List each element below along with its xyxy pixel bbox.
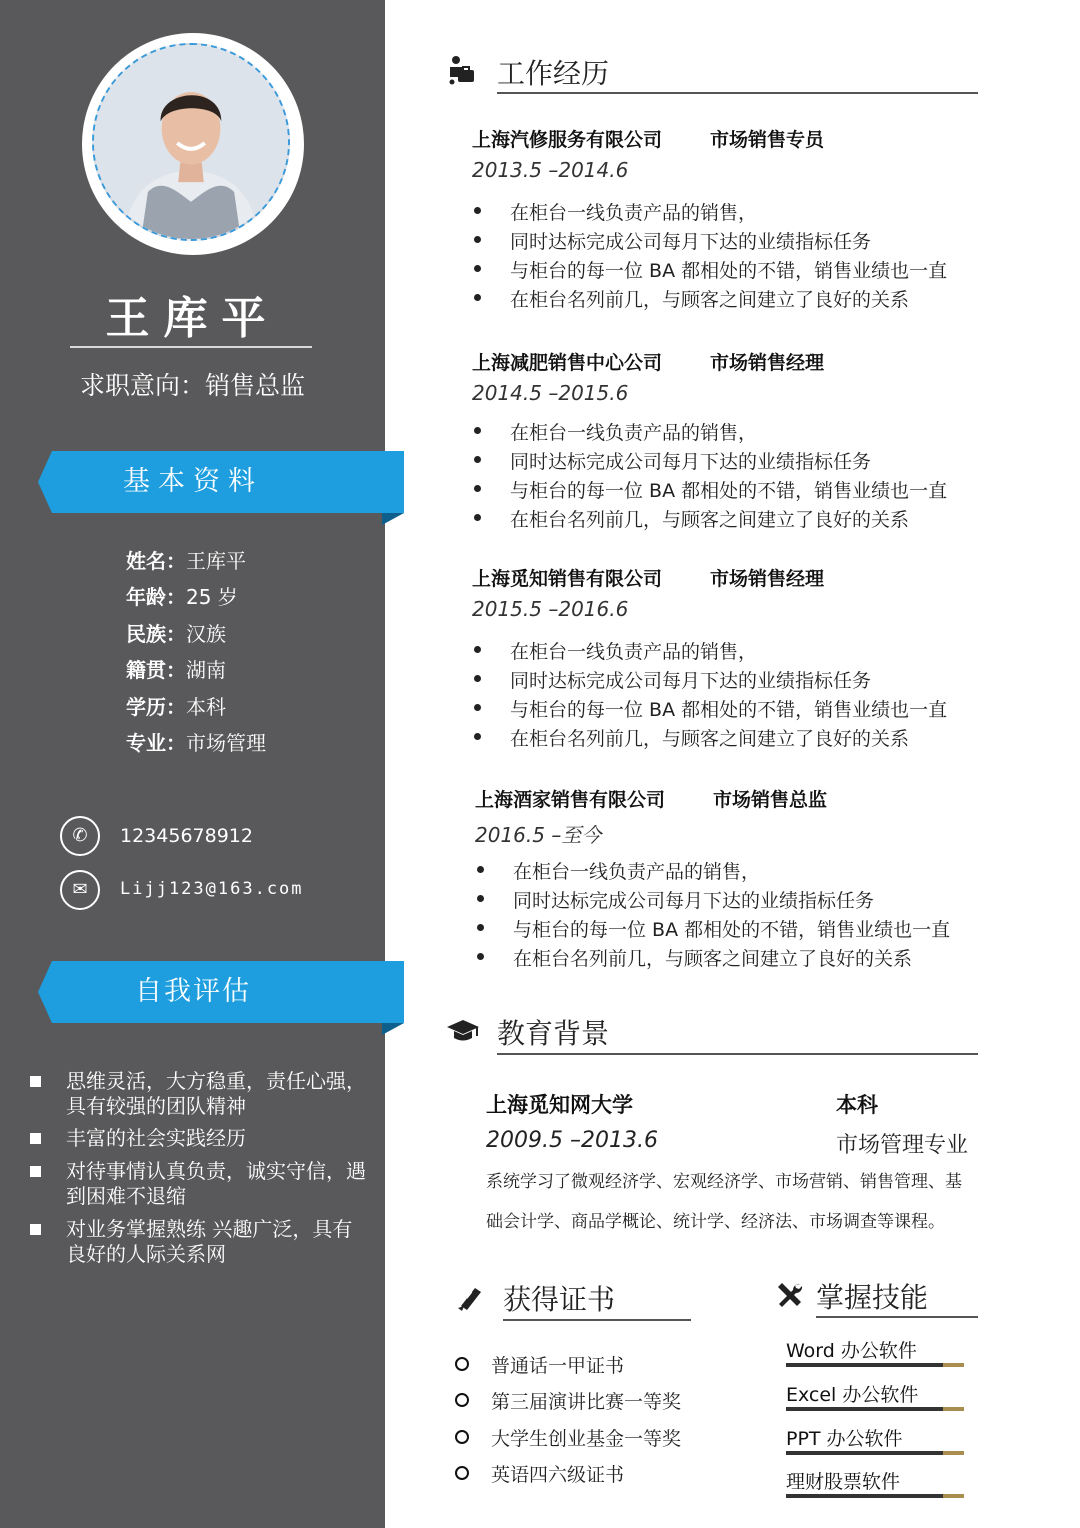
info-label: 学历：	[126, 695, 186, 719]
skill-fill	[786, 1363, 943, 1367]
edu-description: 础会计学、商品学概论、统计学、经济法、市场调查等课程。	[486, 1212, 945, 1232]
skill-fill	[786, 1451, 943, 1455]
divider	[503, 1319, 691, 1321]
email-address[interactable]: Lijj123@163.com	[120, 879, 304, 899]
circle-bullet-icon	[455, 1466, 469, 1480]
job-role: 市场销售专员	[710, 129, 825, 151]
phone-number[interactable]: 12345678912	[120, 825, 253, 847]
info-label: 姓名：	[126, 549, 186, 573]
certificate-text: 英语四六级证书	[491, 1464, 625, 1486]
skill-rest	[943, 1494, 964, 1498]
skill-level-bar	[786, 1451, 964, 1455]
job-date: 2014.5 –2015.6	[472, 381, 629, 405]
self-eval-title: 自我评估	[135, 976, 251, 1007]
skill-level-bar	[786, 1494, 964, 1498]
school-name: 上海觅知网大学	[486, 1093, 633, 1117]
bullet-text: 与柜台的每一位 BA 都相处的不错，销售业绩也一直	[510, 260, 948, 282]
job-company: 上海觅知销售有限公司	[472, 568, 663, 590]
job-company: 上海汽修服务有限公司	[472, 129, 663, 151]
bullet-dot-icon	[474, 485, 481, 492]
bullet-text: 在柜台名列前几，与顾客之间建立了良好的关系	[510, 289, 910, 311]
info-label: 民族：	[126, 622, 186, 646]
divider	[497, 1053, 978, 1055]
info-major	[126, 727, 266, 756]
skill-name: PPT 办公软件	[786, 1428, 903, 1450]
circle-bullet-icon	[455, 1357, 469, 1371]
basic-info-title: 基本资料	[123, 466, 263, 497]
degree: 本科	[836, 1093, 878, 1117]
skill-rest	[943, 1363, 964, 1367]
info-value: 湖南	[186, 658, 226, 682]
skill-fill	[786, 1407, 943, 1411]
skill-level-bar	[786, 1363, 964, 1367]
info-name	[126, 545, 246, 574]
bullet-text: 与柜台的每一位 BA 都相处的不错，销售业绩也一直	[510, 480, 948, 502]
ribbon-fold	[382, 513, 404, 525]
circle-bullet-icon	[455, 1393, 469, 1407]
bullet-dot-icon	[474, 294, 481, 301]
job-date: 2016.5 –至今	[475, 823, 602, 847]
info-age	[126, 581, 238, 610]
divider	[816, 1316, 978, 1318]
graduation-cap-icon	[446, 1016, 480, 1046]
job-intent: 求职意向：销售总监	[79, 371, 305, 400]
basic-info-header	[38, 451, 404, 513]
edu-major: 市场管理专业	[836, 1133, 969, 1158]
ribbon-fold	[382, 1023, 404, 1035]
info-label: 专业：	[126, 731, 186, 755]
bullet-dot-icon	[477, 924, 484, 931]
job-date: 2013.5 –2014.6	[472, 158, 629, 182]
bullet-dot-icon	[474, 427, 481, 434]
bullet-text: 在柜台名列前几，与顾客之间建立了良好的关系	[510, 728, 910, 750]
bullet-dot-icon	[477, 895, 484, 902]
info-ethnicity	[126, 618, 226, 647]
info-value: 市场管理	[186, 731, 266, 755]
certificate-text: 第三届演讲比赛一等奖	[491, 1391, 682, 1413]
education-section-title: 教育背景	[497, 1017, 610, 1050]
edu-description: 系统学习了微观经济学、宏观经济学、市场营销、销售管理、基	[486, 1172, 962, 1192]
certificates-section-title: 获得证书	[503, 1283, 616, 1316]
square-bullet-icon	[30, 1166, 41, 1177]
self-eval-text: 对待事情认真负责，诚实守信，遇到困难不退缩	[66, 1159, 366, 1208]
certificate-icon	[455, 1282, 485, 1312]
skill-fill	[786, 1494, 943, 1498]
edu-date: 2009.5 –2013.6	[486, 1128, 658, 1153]
bullet-text: 在柜台一线负责产品的销售，	[513, 861, 761, 883]
person-photo-icon	[94, 45, 288, 239]
job-date: 2015.5 –2016.6	[472, 597, 629, 621]
bullet-dot-icon	[474, 207, 481, 214]
divider	[497, 92, 978, 94]
skill-name: Word 办公软件	[786, 1340, 917, 1362]
tools-icon	[774, 1281, 804, 1311]
certificate-text: 大学生创业基金一等奖	[491, 1428, 682, 1450]
job-company: 上海减肥销售中心公司	[472, 352, 663, 374]
bullet-dot-icon	[474, 733, 481, 740]
circle-bullet-icon	[455, 1430, 469, 1444]
job-role: 市场销售经理	[710, 568, 825, 590]
bullet-text: 同时达标完成公司每月下达的业绩指标任务	[510, 231, 872, 253]
candidate-name: 王库平	[105, 293, 280, 344]
briefcase-person-icon	[446, 55, 476, 85]
bullet-dot-icon	[474, 265, 481, 272]
mail-icon: ✉	[60, 870, 100, 910]
skill-name: Excel 办公软件	[786, 1384, 919, 1406]
skill-name: 理财股票软件	[786, 1471, 901, 1493]
divider	[70, 346, 312, 348]
info-label: 年龄：	[126, 585, 186, 609]
job-role: 市场销售经理	[710, 352, 825, 374]
bullet-text: 在柜台一线负责产品的销售，	[510, 641, 758, 663]
info-label: 籍贯：	[126, 658, 186, 682]
bullet-text: 在柜台名列前几，与顾客之间建立了良好的关系	[513, 948, 913, 970]
info-value: 本科	[186, 695, 226, 719]
skill-rest	[943, 1407, 964, 1411]
bullet-dot-icon	[474, 675, 481, 682]
skills-section-title: 掌握技能	[816, 1281, 929, 1314]
job-company: 上海酒家销售有限公司	[475, 789, 666, 811]
bullet-text: 在柜台一线负责产品的销售，	[510, 202, 758, 224]
info-value: 王库平	[186, 549, 246, 573]
avatar	[92, 43, 290, 241]
bullet-dot-icon	[474, 646, 481, 653]
self-eval-header	[38, 961, 404, 1023]
certificate-text: 普通话一甲证书	[491, 1355, 625, 1377]
bullet-dot-icon	[477, 953, 484, 960]
bullet-text: 与柜台的每一位 BA 都相处的不错，销售业绩也一直	[513, 919, 951, 941]
self-eval-text: 对业务掌握熟练 兴趣广泛，具有良好的人际关系网	[66, 1217, 353, 1266]
work-section-title: 工作经历	[497, 57, 610, 90]
bullet-dot-icon	[474, 236, 481, 243]
bullet-dot-icon	[474, 704, 481, 711]
skill-rest	[943, 1451, 964, 1455]
info-hometown	[126, 654, 226, 683]
bullet-text: 同时达标完成公司每月下达的业绩指标任务	[510, 451, 872, 473]
self-eval-text: 丰富的社会实践经历	[66, 1126, 246, 1150]
bullet-dot-icon	[474, 456, 481, 463]
info-education	[126, 691, 226, 720]
info-value: 25 岁	[186, 585, 238, 609]
info-value: 汉族	[186, 622, 226, 646]
bullet-dot-icon	[477, 866, 484, 873]
skill-level-bar	[786, 1407, 964, 1411]
bullet-text: 在柜台名列前几，与顾客之间建立了良好的关系	[510, 509, 910, 531]
bullet-text: 与柜台的每一位 BA 都相处的不错，销售业绩也一直	[510, 699, 948, 721]
square-bullet-icon	[30, 1224, 41, 1235]
self-eval-text: 思维灵活，大方稳重，责任心强，具有较强的团队精神	[66, 1069, 366, 1118]
square-bullet-icon	[30, 1133, 41, 1144]
bullet-text: 同时达标完成公司每月下达的业绩指标任务	[510, 670, 872, 692]
bullet-text: 在柜台一线负责产品的销售，	[510, 422, 758, 444]
bullet-text: 同时达标完成公司每月下达的业绩指标任务	[513, 890, 875, 912]
phone-icon: ✆	[60, 816, 100, 856]
job-role: 市场销售总监	[713, 789, 828, 811]
square-bullet-icon	[30, 1076, 41, 1087]
bullet-dot-icon	[474, 514, 481, 521]
